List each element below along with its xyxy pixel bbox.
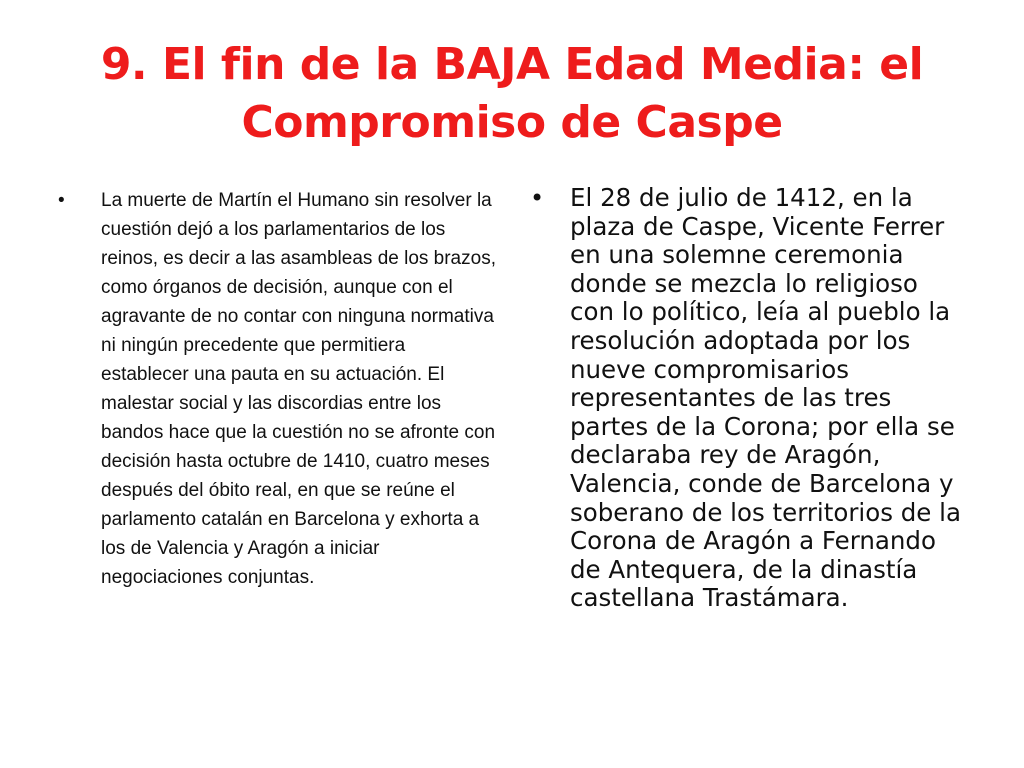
- bullet-icon: •: [530, 184, 545, 212]
- left-bullet-text: La muerte de Martín el Humano sin resolver la cuestión dejó a los parlamentarios de los reinos, es decir a las asambleas de los brazos, como órganos de decisión, aunque con el agravante de no contar con ninguna normativa ni ningún precedente que permitiera establecer una pauta en su actuación. El malestar social y las discordias entre los bandos hace que la cuestión no se afronte con decisión hasta octubre de 1410, cuatro meses después del óbito real, en que se reúne el parlamento catalán en Barcelona y exhorta a los de Valencia y Aragón a iniciar negociaciones conjuntas.: [101, 190, 496, 588]
- left-bullet-list: [58, 186, 498, 592]
- left-bullet-item: [58, 186, 498, 592]
- bullet-icon: •: [58, 190, 65, 211]
- right-bullet-list: [528, 184, 968, 613]
- right-bullet-item: [528, 184, 968, 613]
- right-bullet-text: El 28 de julio de 1412, en la plaza de Caspe, Vicente Ferrer en una solemne ceremonia donde se mezcla lo religioso con lo político, leía al pueblo la resolución adoptada por los nueve compromisarios representantes de las tres partes de la Corona; por ella se declaraba rey de Aragón, Valencia, conde de Barcelona y soberano de los territorios de la Corona de Aragón a Fernando de Antequera, de la dinastía castellana Trastámara.: [570, 183, 961, 613]
- slide-title: 9. El fin de la BAJA Edad Media: el Compromiso de Caspe: [100, 39, 924, 148]
